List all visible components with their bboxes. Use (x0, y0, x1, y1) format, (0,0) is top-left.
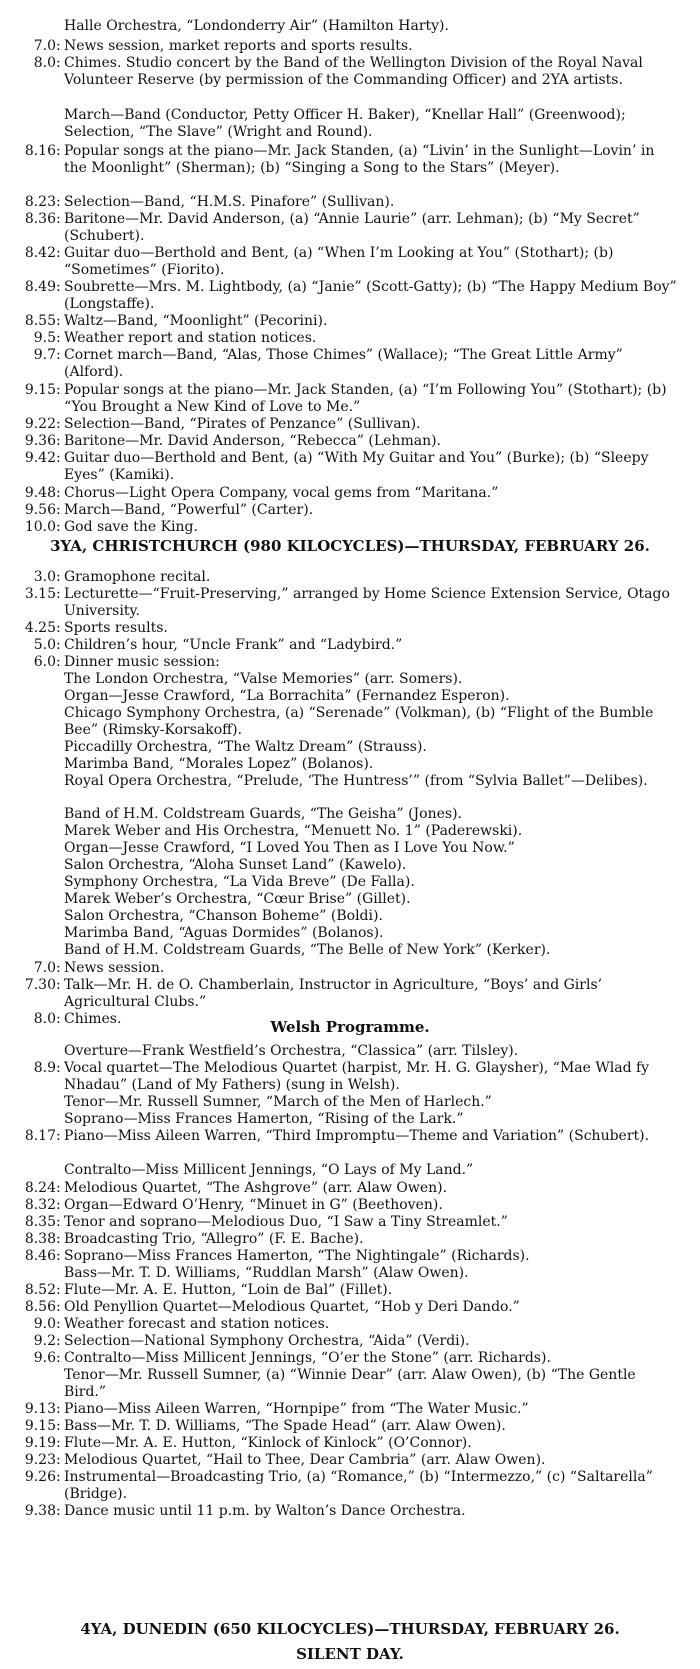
entry-time: 9.0 (33, 1316, 56, 1332)
entry-time: 8.9 (33, 1060, 56, 1076)
entry-colon: : (56, 620, 61, 636)
entry-colon: : (56, 1011, 61, 1027)
entry-time: 8.32 (24, 1197, 56, 1213)
entry-text: Halle Orchestra, “Londonderry Air” (Hamilton Harty). (64, 18, 449, 34)
entry-time: 9.15 (24, 382, 56, 398)
entry-time: 8.42 (24, 245, 56, 261)
entry-time: 8.16 (24, 143, 56, 159)
entry-colon: : (56, 1231, 61, 1247)
entry-text: Band of H.M. Coldstream Guards, “The Belle of New York” (Kerker). (64, 942, 551, 958)
entry-text: Selection—Band, “Pirates of Penzance” (Sullivan). (64, 416, 421, 432)
entry-time: 8.17 (24, 1128, 56, 1144)
entry-colon: : (56, 382, 61, 398)
entry-time: 9.22 (24, 416, 56, 432)
entry-text: Melodious Quartet, “Hail to Thee, Dear Cambria” (arr. Alaw Owen). (64, 1452, 546, 1468)
entry-time: 8.24 (24, 1180, 56, 1196)
entry-text: Contralto—Miss Millicent Jennings, “O’er the Stone” (arr. Richards). (64, 1350, 551, 1366)
entry-colon: : (56, 1214, 61, 1230)
entry-text: Salon Orchestra, “Chanson Boheme” (Boldi). (64, 908, 383, 924)
entry-text: Organ—Jesse Crawford, “I Loved You Then as I Love You Now.” (64, 840, 515, 856)
entry-colon: : (56, 416, 61, 432)
entry-time: 9.2 (33, 1333, 56, 1349)
entry-colon: : (56, 586, 61, 602)
entry-time: 7.0 (33, 38, 56, 54)
entry-colon: : (56, 1299, 61, 1315)
entry-colon: : (56, 502, 61, 518)
entry-text: Tenor—Mr. Russell Sumner, “March of the Men of Harlech.” (64, 1094, 492, 1110)
entry-colon: : (56, 433, 61, 449)
entry-text: Salon Orchestra, “Aloha Sunset Land” (Kawelo). (64, 857, 407, 873)
entry-text: Broadcasting Trio, “Allegro” (F. E. Bache). (64, 1231, 364, 1247)
entry-time: 8.0 (33, 1011, 56, 1027)
entry-colon: : (56, 1401, 61, 1417)
entry-text: Soprano—Miss Frances Hamerton, “The Nightingale” (Richards). (64, 1248, 530, 1264)
entry-text: Weather forecast and station notices. (64, 1316, 330, 1332)
entry-text: Melodious Quartet, “The Ashgrove” (arr. Alaw Owen). (64, 1180, 448, 1196)
entry-colon: : (56, 1180, 61, 1196)
entry-text: Gramophone recital. (64, 569, 211, 585)
entry-colon: : (56, 1452, 61, 1468)
entry-colon: : (56, 1060, 61, 1076)
entry-colon: : (56, 1418, 61, 1434)
entry-time: 8.46 (24, 1248, 56, 1264)
entry-time: 8.38 (24, 1231, 56, 1247)
entry-text: Waltz—Band, “Moonlight” (Pecorini). (64, 313, 328, 329)
entry-text: March—Band (Conductor, Petty Officer H. Baker), “Knellar Hall” (Greenwood); Selection, “The Slave” (Wright and Round). (64, 107, 626, 140)
entry-text: Chimes. Studio concert by the Band of the Wellington Division of the Royal Naval Volunteer Reserve (by permission of the Commanding Officer) and 2YA artists. (64, 55, 643, 88)
entry-text: Marek Weber’s Orchestra, “Cœur Brise” (Gillet). (64, 891, 411, 907)
entry-text: Baritone—Mr. David Anderson, (a) “Annie Laurie” (arr. Lehman); (b) “My Secret” (Schubert). (64, 211, 640, 244)
entry-text: Piano—Miss Aileen Warren, “Third Impromptu—Theme and Variation” (Schubert). (64, 1128, 650, 1144)
entry-colon: : (56, 1316, 61, 1332)
entry-text: Bass—Mr. T. D. Williams, “Ruddlan Marsh” (Alaw Owen). (64, 1265, 469, 1281)
entry-colon: : (56, 977, 61, 993)
entry-time: 9.36 (24, 433, 56, 449)
entry-colon: : (56, 485, 61, 501)
entry-colon: : (56, 1248, 61, 1264)
entry-time: 9.42 (24, 450, 56, 466)
entry-colon: : (56, 450, 61, 466)
entry-colon: : (56, 143, 61, 159)
entry-time: 5.0 (33, 637, 56, 653)
entry-time: 9.13 (24, 1401, 56, 1417)
entry-colon: : (56, 960, 61, 976)
entry-time: 9.48 (24, 485, 56, 501)
entry-colon: : (56, 1350, 61, 1366)
entry-colon: : (56, 1503, 61, 1519)
entry-time: 8.35 (24, 1214, 56, 1230)
section-heading-4ya: 4YA, DUNEDIN (650 KILOCYCLES)—THURSDAY, FEBRUARY 26. (80, 1620, 620, 1638)
entry-colon: : (56, 313, 61, 329)
entry-colon: : (56, 1333, 61, 1349)
entry-time: 8.23 (24, 194, 56, 210)
entry-time: 8.0 (33, 55, 56, 71)
entry-text: Marimba Band, “Aguas Dormides” (Bolanos). (64, 925, 384, 941)
entry-text: Guitar duo—Berthold and Bent, (a) “With My Guitar and You” (Burke); (b) “Sleepy Eyes” (Kamiki). (64, 450, 649, 483)
entry-text: Organ—Jesse Crawford, “La Borrachita” (Fernandez Esperon). (64, 688, 510, 704)
entry-text: Chimes. (64, 1011, 122, 1027)
section-heading-3ya: 3YA, CHRISTCHURCH (980 KILOCYCLES)—THURSDAY, FEBRUARY 26. (50, 537, 650, 555)
entry-text: Piano—Miss Aileen Warren, “Hornpipe” from “The Water Music.” (64, 1401, 529, 1417)
entry-text: Tenor and soprano—Melodious Duo, “I Saw a Tiny Streamlet.” (64, 1214, 508, 1230)
entry-text: Symphony Orchestra, “La Vida Breve” (De Falla). (64, 874, 415, 890)
entry-time: 8.56 (24, 1299, 56, 1315)
entry-colon: : (56, 1128, 61, 1144)
entry-text: Popular songs at the piano—Mr. Jack Standen, (a) “Livin’ in the Sunlight—Lovin’ in the Moonlight” (Sherman); (b) “Singing a Song to the Stars” (Meyer). (64, 143, 655, 176)
entry-text: News session. (64, 960, 165, 976)
entry-time: 9.15 (24, 1418, 56, 1434)
entry-text: Talk—Mr. H. de O. Chamberlain, Instructor in Agriculture, “Boys’ and Girls’ Agricultural Clubs.” (64, 977, 603, 1010)
entry-time: 9.56 (24, 502, 56, 518)
entry-time: 9.6 (33, 1350, 56, 1366)
entry-time: 8.55 (24, 313, 56, 329)
entry-text: Piccadilly Orchestra, “The Waltz Dream” (Strauss). (64, 739, 427, 755)
entry-time: 8.52 (24, 1282, 56, 1298)
entry-text: God save the King. (64, 519, 198, 535)
entry-text: Soprano—Miss Frances Hamerton, “Rising of the Lark.” (64, 1111, 464, 1127)
entry-colon: : (56, 38, 61, 54)
entry-colon: : (56, 569, 61, 585)
entry-colon: : (56, 330, 61, 346)
entry-colon: : (56, 1197, 61, 1213)
entry-text: Chorus—Light Opera Company, vocal gems from “Maritana.” (64, 485, 499, 501)
entry-text: Selection—National Symphony Orchestra, “Aida” (Verdi). (64, 1333, 470, 1349)
entry-text: Bass—Mr. T. D. Williams, “The Spade Head” (arr. Alaw Owen). (64, 1418, 506, 1434)
entry-colon: : (56, 1469, 61, 1485)
entry-text: Dinner music session: (64, 654, 220, 670)
entry-time: 8.49 (24, 279, 56, 295)
entry-time: 6.0 (33, 654, 56, 670)
entry-text: Children’s hour, “Uncle Frank” and “Ladybird.” (64, 637, 403, 653)
entry-time: 10.0 (24, 519, 56, 535)
entry-text: Baritone—Mr. David Anderson, “Rebecca” (Lehman). (64, 433, 441, 449)
entry-time: 9.23 (24, 1452, 56, 1468)
entry-text: Band of H.M. Coldstream Guards, “The Geisha” (Jones). (64, 806, 462, 822)
entry-time: 3.15 (24, 586, 56, 602)
entry-text: Sports results. (64, 620, 168, 636)
entry-text: News session, market reports and sports results. (64, 38, 413, 54)
entry-text: Contralto—Miss Millicent Jennings, “O Lays of My Land.” (64, 1162, 474, 1178)
entry-text: Flute—Mr. A. E. Hutton, “Loin de Bal” (Fillet). (64, 1282, 393, 1298)
entry-text: The London Orchestra, “Valse Memories” (arr. Somers). (64, 671, 463, 687)
entry-text: Old Penyllion Quartet—Melodious Quartet, “Hob y Deri Dando.” (64, 1299, 520, 1315)
entry-time: 7.30 (24, 977, 56, 993)
entry-time: 9.19 (24, 1435, 56, 1451)
silent-day-text: SILENT DAY. (296, 1645, 404, 1663)
entry-text: Guitar duo—Berthold and Bent, (a) “When I’m Looking at You” (Stothart); (b) “Sometimes” (Fiorito). (64, 245, 614, 278)
entry-text: Marek Weber and His Orchestra, “Menuett No. 1” (Paderewski). (64, 823, 523, 839)
entry-time: 9.7 (33, 347, 56, 363)
entry-text: Chicago Symphony Orchestra, (a) “Serenade” (Volkman), (b) “Flight of the Bumble Bee” (Rimsky-Korsakoff). (64, 705, 654, 738)
entry-colon: : (56, 347, 61, 363)
entry-text: Instrumental—Broadcasting Trio, (a) “Romance,” (b) “Intermezzo,” (c) “Saltarella” (Bridge). (64, 1469, 653, 1502)
entry-text: Soubrette—Mrs. M. Lightbody, (a) “Janie” (Scott-Gatty); (b) “The Happy Medium Boy” (Longstaffe). (64, 279, 677, 312)
entry-colon: : (56, 1282, 61, 1298)
entry-colon: : (56, 637, 61, 653)
entry-text: Tenor—Mr. Russell Sumner, (a) “Winnie Dear” (arr. Alaw Owen), (b) “The Gentle Bird.” (64, 1367, 636, 1400)
entry-text: Flute—Mr. A. E. Hutton, “Kinlock of Kinlock” (O’Connor). (64, 1435, 472, 1451)
entry-colon: : (56, 654, 61, 670)
entry-time: 9.5 (33, 330, 56, 346)
entry-text: Weather report and station notices. (64, 330, 317, 346)
entry-colon: : (56, 55, 61, 71)
entry-text: March—Band, “Powerful” (Carter). (64, 502, 314, 518)
entry-colon: : (56, 194, 61, 210)
entry-time: 8.36 (24, 211, 56, 227)
entry-time: 3.0 (33, 569, 56, 585)
entry-time: 9.26 (24, 1469, 56, 1485)
entry-text: Marimba Band, “Morales Lopez” (Bolanos). (64, 756, 374, 772)
entry-colon: : (56, 519, 61, 535)
entry-colon: : (56, 211, 61, 227)
entry-text: Overture—Frank Westfield’s Orchestra, “Classica” (arr. Tilsley). (64, 1043, 519, 1059)
entry-text: Dance music until 11 p.m. by Walton’s Dance Orchestra. (64, 1503, 466, 1519)
entry-colon: : (56, 279, 61, 295)
entry-time: 4.25 (24, 620, 56, 636)
entry-text: Royal Opera Orchestra, “Prelude, ‘The Huntress’” (from “Sylvia Ballet”—Delibes). (64, 773, 648, 789)
welsh-programme-title: Welsh Programme. (270, 1018, 430, 1036)
entry-text: Selection—Band, “H.M.S. Pinafore” (Sullivan). (64, 194, 395, 210)
entry-time: 9.38 (24, 1503, 56, 1519)
entry-text: Organ—Edward O’Henry, “Minuet in G” (Beethoven). (64, 1197, 443, 1213)
entry-text: Cornet march—Band, “Alas, Those Chimes” (Wallace); “The Great Little Army” (Alford). (64, 347, 623, 380)
entry-text: Popular songs at the piano—Mr. Jack Standen, (a) “I’m Following You” (Stothart); (b) “You Brought a New Kind of Love to Me.” (64, 382, 667, 415)
entry-colon: : (56, 245, 61, 261)
entry-colon: : (56, 1435, 61, 1451)
entry-text: Vocal quartet—The Melodious Quartet (harpist, Mr. H. G. Glaysher), “Mae Wlad fy Nhadau” (Land of My Fathers) (sung in Welsh). (64, 1060, 650, 1093)
entry-text: Lecturette—“Fruit-Preserving,” arranged by Home Science Extension Service, Otago University. (64, 586, 670, 619)
entry-time: 7.0 (33, 960, 56, 976)
